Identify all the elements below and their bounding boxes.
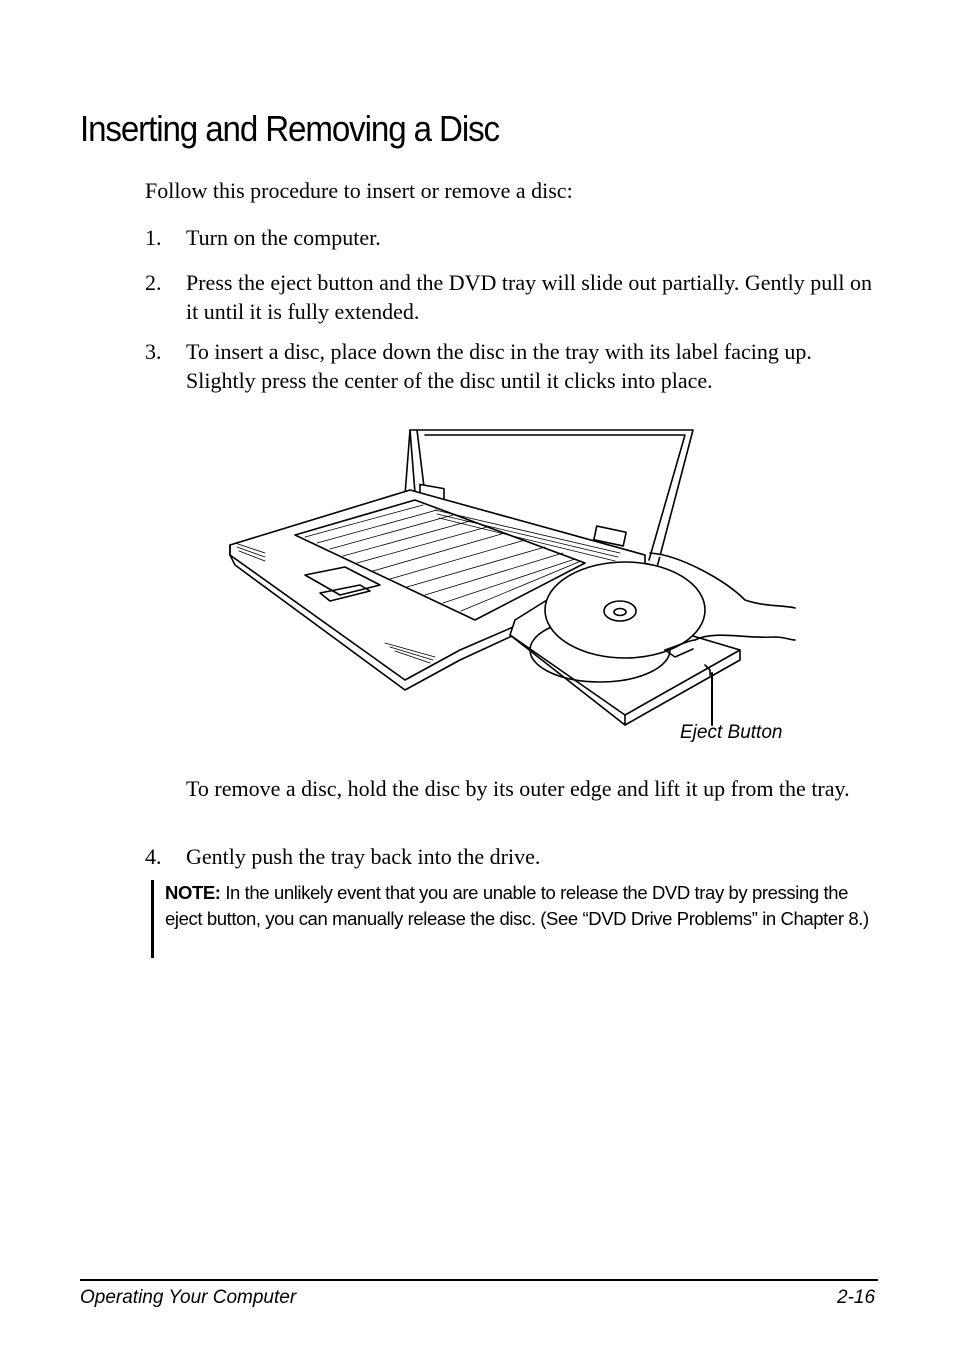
note-label: NOTE: bbox=[165, 882, 221, 903]
note-text: In the unlikely event that you are unable to release the DVD tray by pressing the eject button, you can manually release the disc. (See “DVD Drive Problems” in Chapter 8.) bbox=[165, 882, 869, 929]
step-text: Turn on the computer. bbox=[186, 225, 381, 250]
intro-text: Follow this procedure to insert or remove a disc: bbox=[145, 178, 573, 203]
step-number: 2. bbox=[145, 270, 162, 295]
page-title: Inserting and Removing a Disc bbox=[80, 108, 500, 149]
figure-caption: Eject Button bbox=[680, 722, 783, 743]
step-1 bbox=[145, 223, 885, 252]
step-number: 4. bbox=[145, 844, 162, 869]
note-box bbox=[151, 880, 879, 958]
step-number: 1. bbox=[145, 225, 162, 250]
step-text: Press the eject button and the DVD tray will slide out partially. Gently pull on it until it is fully extended. bbox=[186, 270, 872, 324]
step-3 bbox=[145, 337, 885, 395]
step-4 bbox=[145, 842, 885, 871]
footer-page-number: 2-16 bbox=[837, 1287, 876, 1308]
footer-divider bbox=[80, 1279, 878, 1281]
laptop-dvd-illustration bbox=[225, 425, 805, 755]
step-number: 3. bbox=[145, 339, 162, 364]
step-text: To insert a disc, place down the disc in the tray with its label facing up. Slightly press the center of the disc until it clicks into place. bbox=[186, 339, 812, 393]
step-text: Gently push the tray back into the drive. bbox=[186, 844, 541, 869]
remove-paragraph: To remove a disc, hold the disc by its outer edge and lift it up from the tray. bbox=[186, 776, 850, 801]
footer-section-title: Operating Your Computer bbox=[80, 1287, 297, 1308]
step-2 bbox=[145, 268, 885, 326]
